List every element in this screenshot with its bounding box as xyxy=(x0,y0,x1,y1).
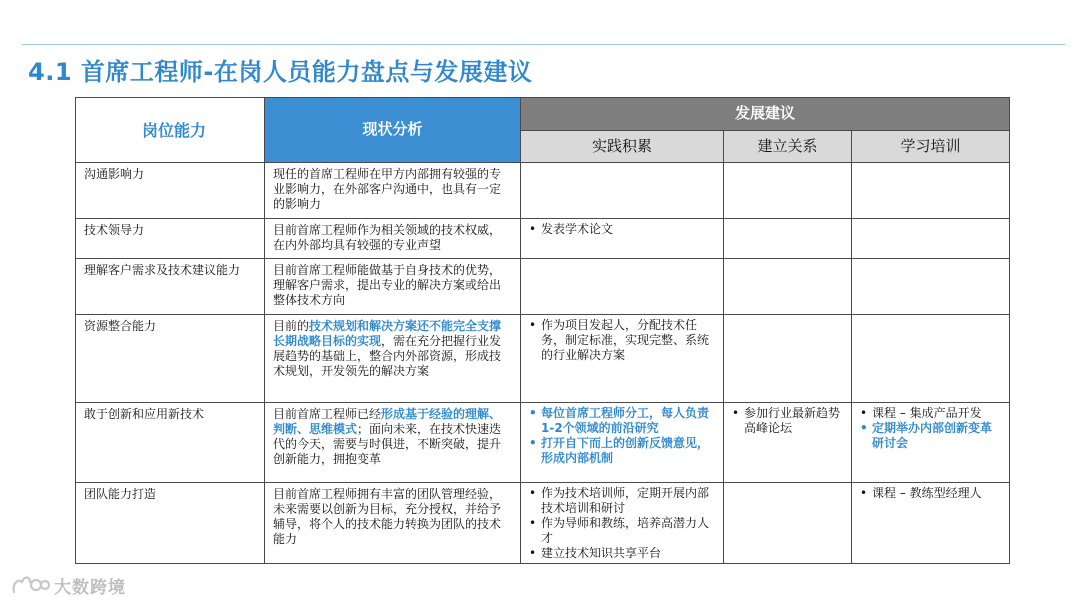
status-cell xyxy=(265,403,521,483)
header-development-label: 发展建议 xyxy=(735,104,796,122)
top-divider xyxy=(22,44,1065,45)
training-cell xyxy=(852,403,1010,483)
table-row xyxy=(76,219,1010,259)
table-row xyxy=(76,163,1010,219)
ability-cell: 技术领导力 xyxy=(76,219,265,259)
relations-cell xyxy=(724,259,852,315)
practice-list xyxy=(527,222,717,237)
watermark-text: 大数跨境 xyxy=(54,577,126,598)
practice-cell xyxy=(521,219,724,259)
bullet-item: • 每位首席工程师分工，每人负责1-2个领域的前沿研究 xyxy=(527,406,717,436)
ability-cell: 敢于创新和应用新技术 xyxy=(76,403,265,483)
status-cell xyxy=(265,483,521,564)
bullet-item: • 课程 – 集成产品开发 xyxy=(858,406,1003,421)
header-practice xyxy=(521,131,724,163)
header-development xyxy=(521,98,1010,131)
training-cell xyxy=(852,483,1010,564)
text-run: 目前的 xyxy=(273,319,310,333)
practice-cell xyxy=(521,259,724,315)
bullet-item: • 打开自下而上的创新反馈意见，形成内部机制 xyxy=(527,436,717,466)
table-row xyxy=(76,403,1010,483)
text-run: 目前首席工程师作为相关领域的技术权威，在内外部均具有较强的专业声望 xyxy=(273,223,502,252)
status-cell xyxy=(265,163,521,219)
ability-cell: 资源整合能力 xyxy=(76,315,265,403)
relations-cell xyxy=(724,219,852,259)
practice-cell xyxy=(521,315,724,403)
bullet-item: • 作为导师和教练，培养高潜力人才 xyxy=(527,516,717,546)
relations-list xyxy=(730,406,845,436)
status-cell xyxy=(265,259,521,315)
practice-list xyxy=(527,406,717,466)
training-list xyxy=(858,406,1003,451)
header-status xyxy=(265,98,521,163)
training-list xyxy=(858,486,1003,501)
bullet-item: • 课程 – 教练型经理人 xyxy=(858,486,1003,501)
bullet-item: • 参加行业最新趋势高峰论坛 xyxy=(730,406,845,436)
bullet-item: • 发表学术论文 xyxy=(527,222,717,237)
practice-list xyxy=(527,486,717,561)
training-cell xyxy=(852,259,1010,315)
watermark xyxy=(10,572,126,598)
bullet-item: • 定期举办内部创新变革研讨会 xyxy=(858,421,1003,451)
header-ability-label: 岗位能力 xyxy=(141,120,206,140)
ability-cell: 团队能力打造 xyxy=(76,483,265,564)
training-cell xyxy=(852,163,1010,219)
text-run: 目前首席工程师能做基于自身技术的优势，理解客户需求，提出专业的解决方案或给出整体技术方向 xyxy=(273,263,502,307)
training-cell xyxy=(852,219,1010,259)
ability-cell: 理解客户需求及技术建议能力 xyxy=(76,259,265,315)
text-run: ，需在充分把握行业发展趋势的基础上，整合内外部资源，形成技术规划，开发领先的解决方案 xyxy=(273,334,502,378)
header-relations-label: 建立关系 xyxy=(757,136,818,155)
practice-cell xyxy=(521,403,724,483)
highlight-text: 形成基于经验的理解、判断、思维模式 xyxy=(273,407,502,436)
relations-cell xyxy=(724,163,852,219)
brand-logo-icon xyxy=(10,572,50,598)
ability-cell: 沟通影响力 xyxy=(76,163,265,219)
practice-cell xyxy=(521,483,724,564)
table-row xyxy=(76,483,1010,564)
practice-list xyxy=(527,318,717,363)
page-title: 4.1 首席工程师-在岗人员能力盘点与发展建议 xyxy=(28,58,533,86)
practice-cell xyxy=(521,163,724,219)
relations-cell xyxy=(724,315,852,403)
status-cell xyxy=(265,315,521,403)
text-run: 目前首席工程师拥有丰富的团队管理经验，未来需要以创新为目标，充分授权，并给予辅导，将个人的技术能力转换为团队的技术能力 xyxy=(273,487,502,546)
text-run: 目前首席工程师已经 xyxy=(273,407,382,421)
header-practice-label: 实践积累 xyxy=(591,136,652,155)
text-run: 现任的首席工程师在甲方内部拥有较强的专业影响力，在外部客户沟通中，也具有一定的影响力 xyxy=(273,167,502,211)
bullet-item: • 建立技术知识共享平台 xyxy=(527,546,717,561)
header-relations xyxy=(724,131,852,163)
text-run: ；面向未来，在技术快速迭代的今天，需要与时俱进，不断突破，提升创新能力，拥抱变革 xyxy=(273,422,502,466)
relations-cell xyxy=(724,403,852,483)
status-cell xyxy=(265,219,521,259)
table-body xyxy=(76,163,1010,564)
header-training-label: 学习培训 xyxy=(900,136,961,155)
highlight-text: 技术规划和解决方案还不能完全支撑长期战略目标的实现 xyxy=(273,319,502,348)
header-training xyxy=(852,131,1010,163)
bullet-item: • 作为项目发起人，分配技术任务，制定标准，实现完整、系统的行业解决方案 xyxy=(527,318,717,363)
header-status-label: 现状分析 xyxy=(362,120,423,138)
table-row xyxy=(76,315,1010,403)
capability-table xyxy=(75,97,1010,564)
relations-cell xyxy=(724,483,852,564)
table-row xyxy=(76,259,1010,315)
header-ability xyxy=(76,98,265,163)
training-cell xyxy=(852,315,1010,403)
bullet-item: • 作为技术培训师，定期开展内部技术培训和研讨 xyxy=(527,486,717,516)
